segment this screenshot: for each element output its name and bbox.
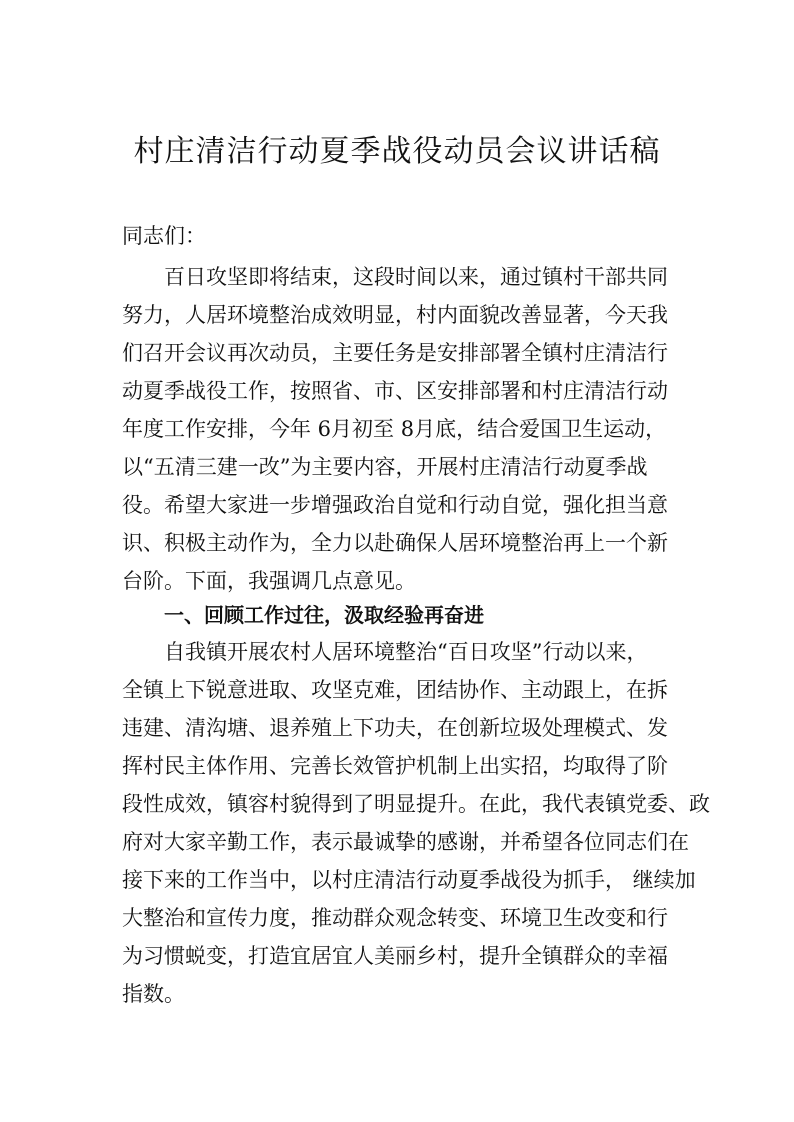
paragraph-line: 动夏季战役工作，按照省、市、区安排部署和村庄清洁行动 (122, 379, 668, 403)
paragraph-line: 全镇上下锐意进取、攻坚克难，团结协作、主动跟上，在拆 (122, 678, 668, 702)
paragraph-line: 役。希望大家进一步增强政治自觉和行动自觉，强化担当意 (122, 493, 668, 517)
paragraph-line: 努力，人居环境整治成效明显，村内面貌改善显著，今天我 (122, 303, 668, 327)
paragraph-line: 年度工作安排，今年 6月初至 8月底，结合爱国卫生运动， (122, 417, 667, 441)
salutation: 同志们： (122, 224, 206, 248)
section-heading: 一、回顾工作过往，汲取经验再奋进 (164, 603, 484, 627)
paragraph-line: 们召开会议再次动员，主要任务是安排部署全镇村庄清洁行 (122, 341, 668, 365)
paragraph-line: 指数。 (122, 982, 185, 1006)
paragraph-line: 自我镇开展农村人居环境整治“百日攻坚”行动以来， (164, 640, 648, 664)
paragraph-line: 接下来的工作当中，以村庄清洁行动夏季战役为抓手， 继续加 (122, 868, 696, 892)
paragraph-line: 以“五清三建一改”为主要内容，开展村庄清洁行动夏季战 (122, 455, 648, 479)
paragraph-line: 府对大家辛勤工作，表示最诚挚的感谢，并希望各位同志们在 (122, 830, 689, 854)
paragraph-line: 大整治和宣传力度，推动群众观念转变、环境卫生改变和行 (122, 906, 668, 930)
paragraph-line: 段性成效，镇容村貌得到了明显提升。在此，我代表镇党委、政 (122, 792, 710, 816)
paragraph-line: 挥村民主体作用、完善长效管护机制上出实招，均取得了阶 (122, 754, 668, 778)
paragraph-line: 识、积极主动作为，全力以赴确保人居环境整治再上一个新 (122, 531, 668, 555)
document-title: 村庄清洁行动夏季战役动员会议讲话稿 (133, 134, 661, 169)
paragraph-line: 台阶。下面，我强调几点意见。 (122, 569, 416, 593)
paragraph-line: 百日攻坚即将结束，这段时间以来，通过镇村干部共同 (164, 265, 668, 289)
paragraph-line: 违建、清沟塘、退养殖上下功夫，在创新垃圾处理模式、发 (122, 716, 668, 740)
paragraph-line: 为习惯蜕变，打造宜居宜人美丽乡村，提升全镇群众的幸福 (122, 944, 668, 968)
